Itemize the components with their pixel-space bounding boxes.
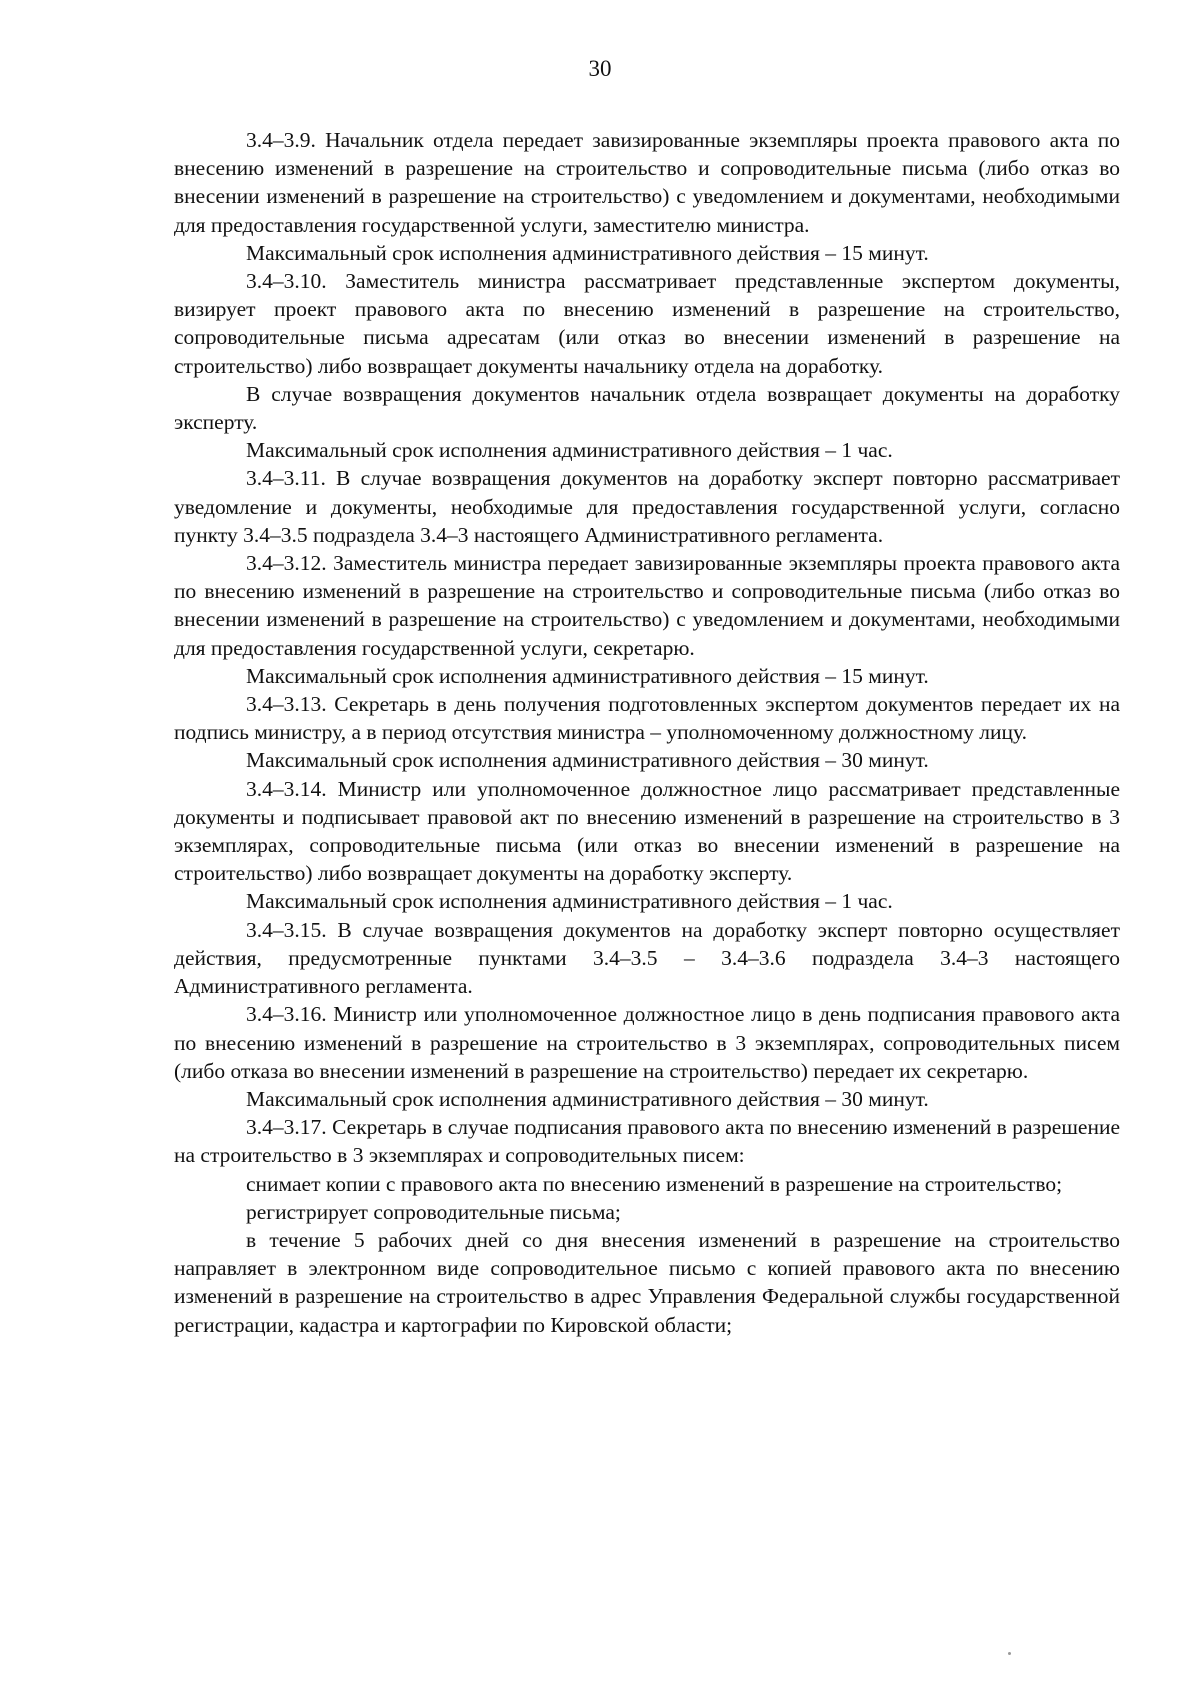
paragraph-3-4-3-9: 3.4–3.9. Начальник отдела передает завизированные экземпляры проекта правового акта по внесению изменений в разрешение на строительство и сопроводительные письма (либо отказ во внесении изменений в разрешение на строительство) с уведомлением и документами, необходимыми для предоставления государственной услуги, заместителю министра.	[174, 128, 1120, 237]
paragraph-max-time: Максимальный срок исполнения административного действия – 30 минут.	[246, 748, 929, 773]
paragraph-return-case: В случае возвращения документов начальник отдела возвращает документы на доработку эксперту.	[174, 381, 1120, 435]
paragraph-max-time: Максимальный срок исполнения административного действия – 30 минут.	[246, 1086, 929, 1111]
paragraph-3-4-3-15: 3.4–3.15. В случае возвращения документов на доработку эксперт повторно осуществляет действия, предусмотренные пунктами 3.4–3.5 – 3.4–3.6 подраздела 3.4–3 настоящего Административного регламента.	[174, 917, 1120, 999]
paragraph-3-4-3-12: 3.4–3.12. Заместитель министра передает завизированные экземпляры проекта правового акта по внесению изменений в разрешение на строительство и сопроводительные письма (либо отказ во внесении изменений в разрешение на строительство) с уведомлением и документами, необходимыми для предоставления государственной услуги, секретарю.	[174, 551, 1120, 660]
paragraph-max-time: Максимальный срок исполнения административного действия – 15 минут.	[246, 663, 929, 688]
list-item-copies: снимает копии с правового акта по внесению изменений в разрешение на строительство;	[246, 1171, 1063, 1196]
list-item-send-electronic: в течение 5 рабочих дней со дня внесения изменений в разрешение на строительство направляет в электронном виде сопроводительное письмо с копией правового акта по внесению изменений в разрешение на строительство в адрес Управления Федеральной службы государственной регистрации, кадастра и картографии по Кировской области;	[174, 1227, 1120, 1337]
paragraph-max-time: Максимальный срок исполнения административного действия – 1 час.	[246, 438, 893, 463]
paragraph-3-4-3-10: 3.4–3.10. Заместитель министра рассматривает представленные экспертом документы, визирует проект правового акта по внесению изменений в разрешение на строительство, сопроводительные письма адресатам (или отказ во внесении изменений в разрешение на строительство) либо возвращает документы начальнику отдела на доработку.	[174, 269, 1120, 378]
page-number: 30	[588, 56, 612, 81]
document-body	[174, 126, 1120, 1339]
paragraph-3-4-3-13: 3.4–3.13. Секретарь в день получения подготовленных экспертом документов передает их на подпись министру, а в период отсутствия министра – уполномоченному должностному лицу.	[174, 692, 1120, 745]
list-item-register: регистрирует сопроводительные письма;	[246, 1199, 621, 1224]
paragraph-max-time: Максимальный срок исполнения административного действия – 1 час.	[246, 889, 893, 914]
paragraph-max-time: Максимальный срок исполнения административного действия – 15 минут.	[246, 240, 929, 265]
paragraph-3-4-3-17: 3.4–3.17. Секретарь в случае подписания правового акта по внесению изменений в разрешение на строительство в 3 экземплярах и сопроводительных писем:	[174, 1115, 1120, 1168]
scan-speck	[1008, 1652, 1011, 1655]
paragraph-3-4-3-16: 3.4–3.16. Министр или уполномоченное должностное лицо в день подписания правового акта по внесению изменений в разрешение на строительство в 3 экземплярах, сопроводительных писем (либо отказа во внесении изменений в разрешение на строительство) передает их секретарю.	[174, 1002, 1120, 1083]
paragraph-3-4-3-14: 3.4–3.14. Министр или уполномоченное должностное лицо рассматривает представленные документы и подписывает правовой акт по внесению изменений в разрешение на строительство в 3 экземплярах, сопроводительные письма (или отказ во внесении изменений в разрешение на строительство) либо возвращает документы на доработку эксперту.	[174, 776, 1120, 886]
paragraph-3-4-3-11: 3.4–3.11. В случае возвращения документов на доработку эксперт повторно рассматривает уведомление и документы, необходимые для предоставления государственной услуги, согласно пункту 3.4–3.5 подраздела 3.4–3 настоящего Административного регламента.	[174, 466, 1120, 547]
